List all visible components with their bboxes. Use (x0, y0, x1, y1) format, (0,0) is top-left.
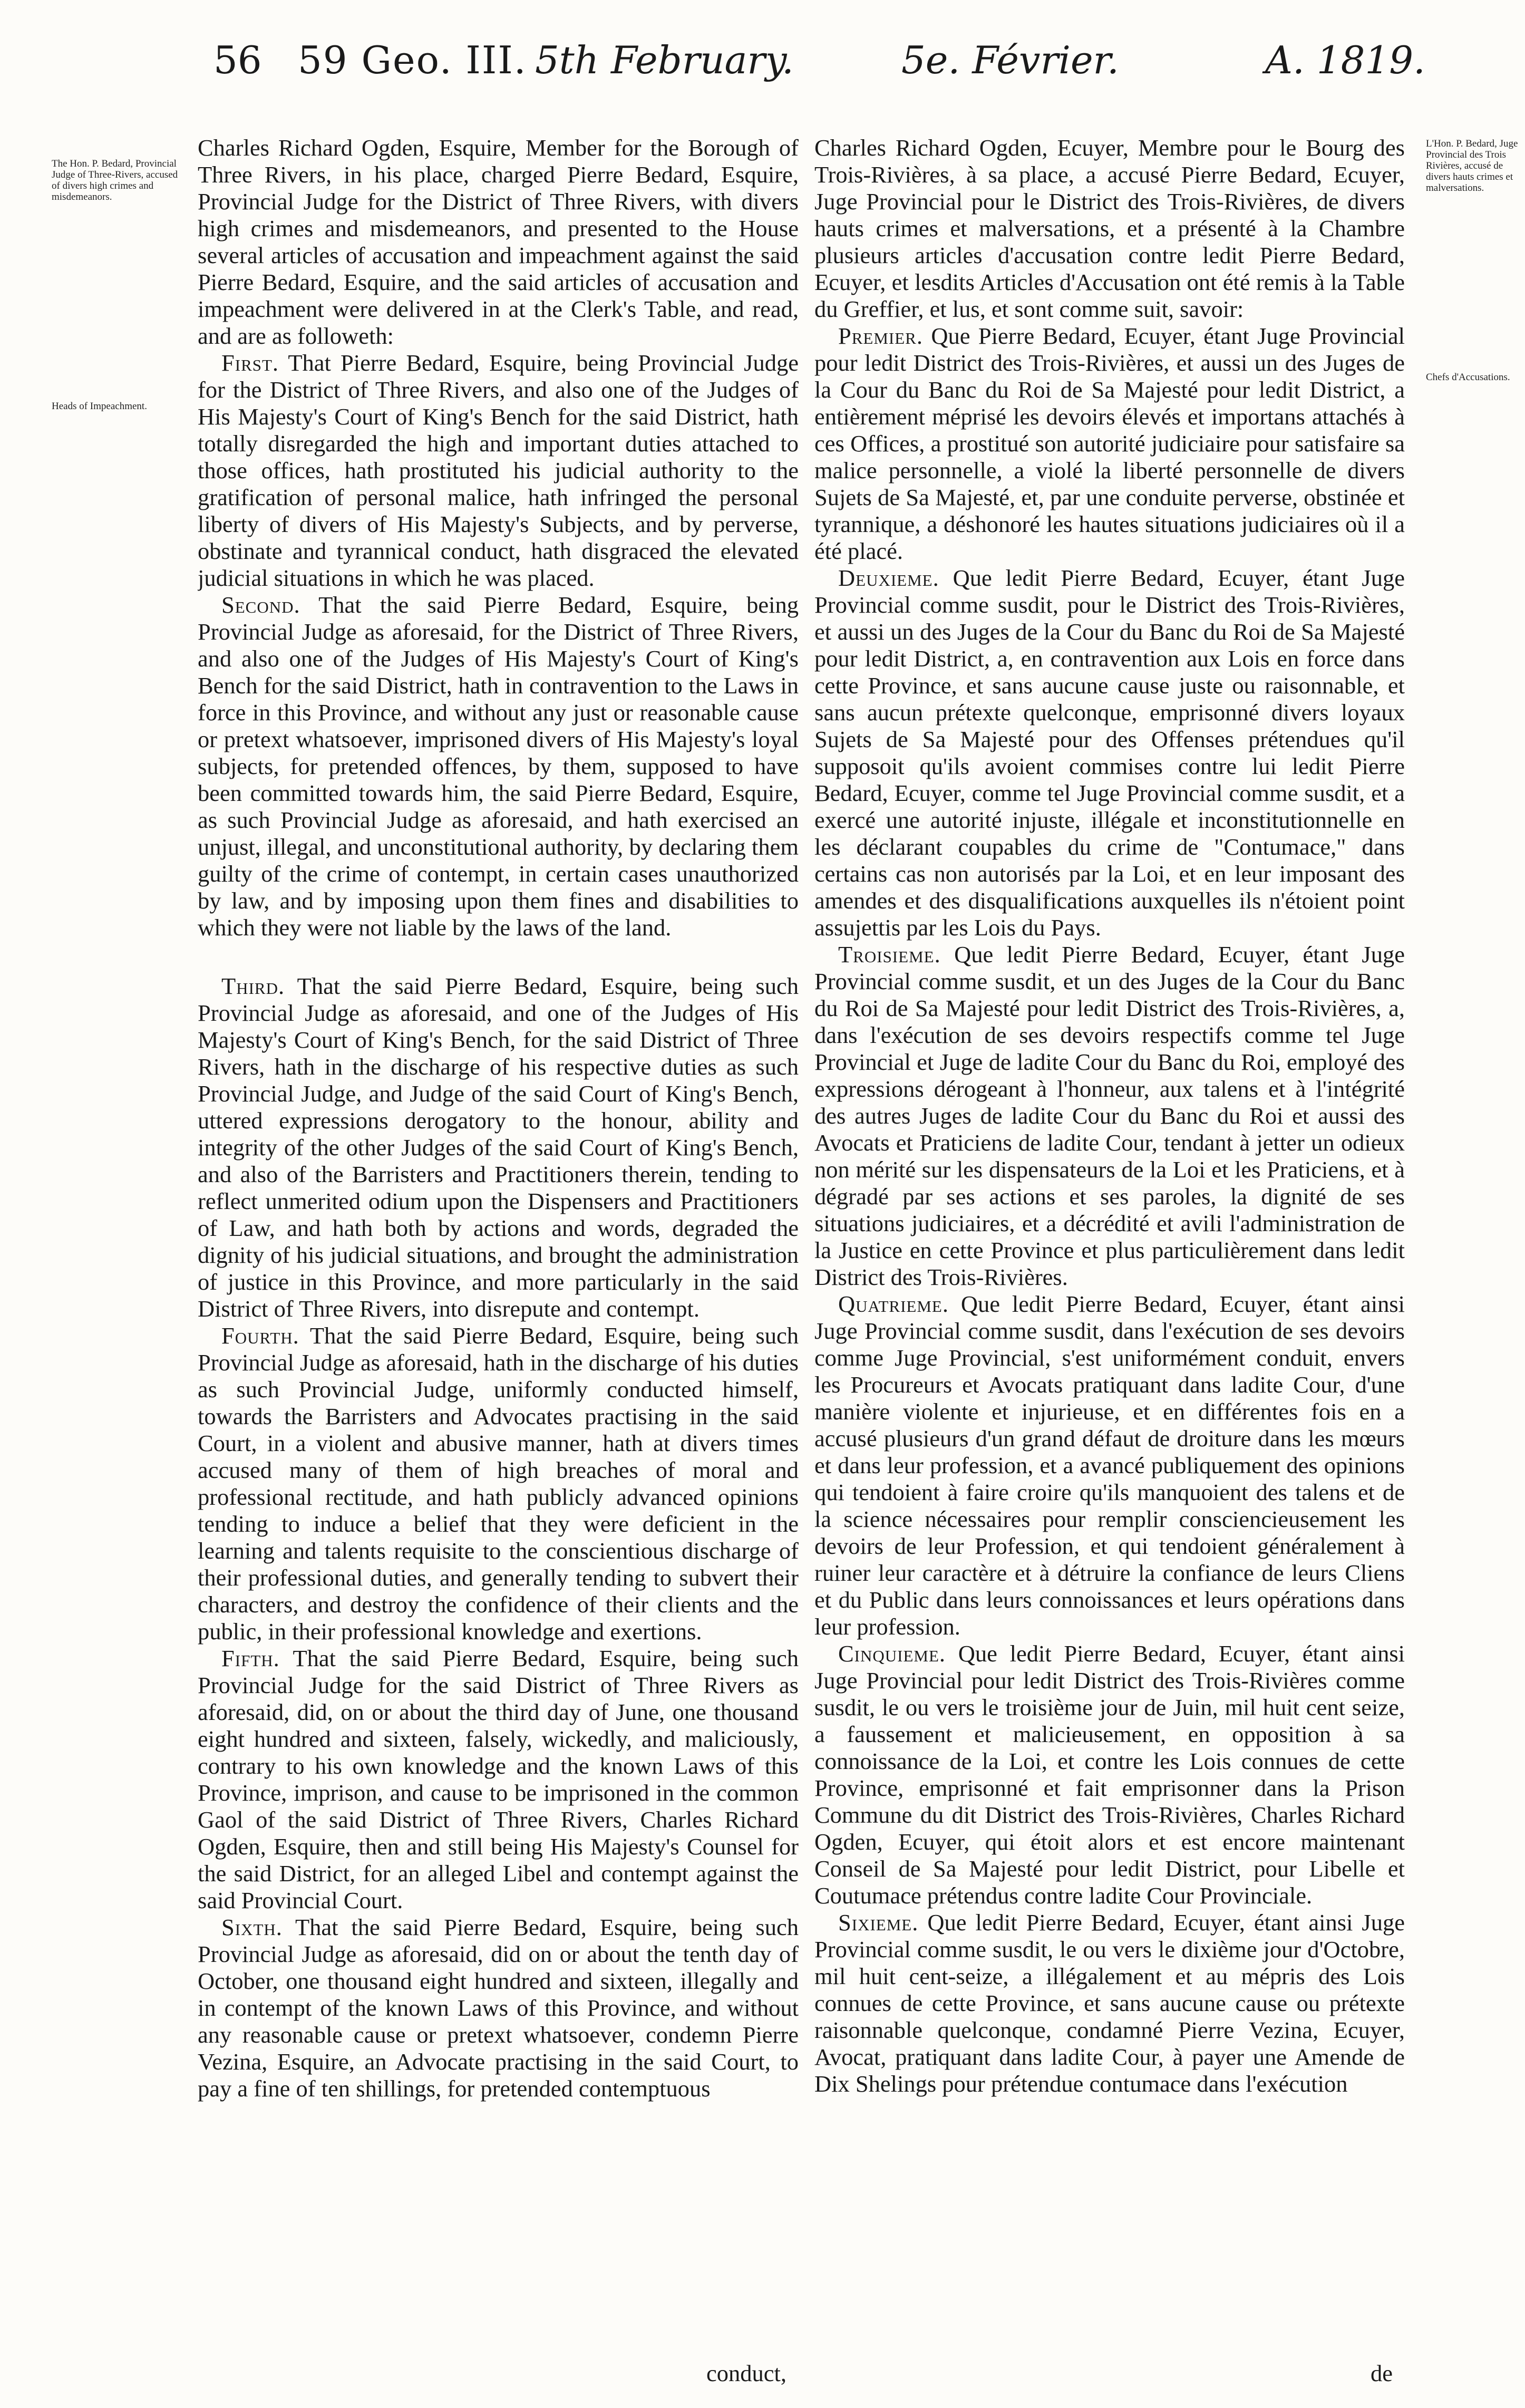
page-number: 56 (213, 38, 262, 82)
reign-heading: 59 Geo. III. (298, 38, 527, 82)
english-intro: Charles Richard Ogden, Esquire, Member for the Borough of Three Rivers, in his place, charged Pierre Bedard, Esquire, Provincial Judge for the District of Three Rivers, with divers high crimes and misdemeanors, and presented to the House several articles of accusation and impeachment against the said Pierre Bedard, Esquire, and the said articles of accusation and impeachment were delivered in at the Clerk's Table, and read, and are as followeth: (198, 134, 799, 349)
french-column (814, 134, 1405, 2375)
french-article-cinquieme: Cinquieme. Que ledit Pierre Bedard, Ecuyer, étant ainsi Juge Provincial pour ledit District des Trois-Rivières comme susdit, le ou vers le troisième jour de Juin, mil huit cent seize, a faussement et malicieusement, en opposition à sa connoissance de la Loi, et contre les Lois connues de cette Province, emprisonné et fait emprisonner dans la Prison Commune du dit District des Trois-Rivières, Charles Richard Ogden, Ecuyer, qui étoit alors et est encore maintenant Conseil de Sa Majesté pour ledit District, pour Libelle et Coutumace prétendus contre ladite Cour Provinciale. (814, 1640, 1405, 1909)
year-heading: A. 1819. (1265, 38, 1425, 82)
french-article-quatrieme: Quatrieme. Que ledit Pierre Bedard, Ecuyer, étant ainsi Juge Provincial comme susdit, dans l'exécution de ses devoirs comme Juge Provincial, s'est uniformément conduit, envers les Procureurs et Avocats pratiquant dans ladite Cour, d'une manière violente et injurieuse, et en différentes fois en a accusé plusieurs d'un grand défaut de droiture dans les mœurs et dans leur profession, et a avancé publiquement des opinions qui tendoient à faire croire qu'ils manquoient des talens et de la science nécessaires pour remplir consciencieusement les devoirs de leur Profession, et qui tendoient généralement à ruiner leur caractère et à détruire la confiance de leurs Cliens et du Public dans leurs connoissances et leurs opérations dans leur profession. (814, 1291, 1405, 1640)
english-column (198, 134, 799, 2375)
date-english: 5th February. (535, 38, 794, 82)
english-article-second: Second. That the said Pierre Bedard, Esquire, being Provincial Judge as aforesaid, for the District of Three Rivers, and also one of the Judges of His Majesty's Court of King's Bench for the said District, hath in contravention to the Laws in force in this Province, and without any just or reasonable cause or pretext whatsoever, imprisoned divers of His Majesty's loyal subjects, for pretended offences, by them, supposed to have been committed towards him, the said Pierre Bedard, Esquire, as such Provincial Judge as aforesaid, and hath exercised an unjust, illegal, and unconstitutional authority, by declaring them guilty of the crime of contempt, in certain cases unauthorized by law, and by imposing upon them fines and disabilities to which they were not liable by the laws of the land. (198, 592, 799, 941)
english-article-sixth: Sixth. That the said Pierre Bedard, Esquire, being such Provincial Judge as aforesaid, did on or about the tenth day of October, one thousand eight hundred and sixteen, illegally and in contempt of the known Laws of this Province, and without any reasonable cause or pretext whatsoever, condemn Pierre Vezina, Esquire, an Advocate practising in the said Court, to pay a fine of ten shillings, for pretended contemptuous (198, 1914, 799, 2102)
french-article-premier: Premier. Que Pierre Bedard, Ecuyer, étant Juge Provincial pour ledit District des Trois-Rivières, et aussi un des Juges de la Cour du Banc du Roi de Sa Majesté pour ledit District, a entièrement méprisé les devoirs élevés et importans attachés à ces Offices, a prostitué son autorité judiciaire pour satisfaire sa malice personnelle, a violé la liberté personnelle de divers Sujets de Sa Majesté, et, par une conduite perverse, obstinée et tyrannique, a déshonoré les hautes situations judiciaires où il a été placé. (814, 323, 1405, 564)
date-french: 5e. Février. (901, 38, 1119, 82)
french-catchword: de (1371, 2360, 1393, 2386)
margin-note-chefs: Chefs d'Accusations. (1426, 372, 1510, 383)
english-article-first: First. That Pierre Bedard, Esquire, being Provincial Judge for the District of Three Rivers, and also one of the Judges of His Majesty's Court of King's Bench for the said District, hath totally disregarded the high and important duties attached to those offices, hath prostituted his judicial authority to the gratification of personal malice, hath infringed the personal liberty of divers of His Majesty's Subjects, and by perverse, obstinate and tyrannical conduct, hath disgraced the elevated judicial situations in which he was placed. (198, 350, 799, 591)
english-article-fourth: Fourth. That the said Pierre Bedard, Esquire, being such Provincial Judge as aforesaid, hath in the discharge of his duties as such Provincial Judge, uniformly conducted himself, towards the Barristers and Advocates practising in the said Court, in a violent and abusive manner, hath at divers times accused many of them of high breaches of moral and professional rectitude, and hath publicly advanced opinions tending to induce a belief that they were deficient in the learning and talents requisite to the conscientious discharge of their professional duties, and generally tending to subvert their characters, and destroy the confidence of their clients and the public, in their professional knowledge and exertions. (198, 1322, 799, 1645)
margin-note-accuse: L'Hon. P. Bedard, Juge Provincial des Trois Rivières, accusé de divers hauts crimes et malversations. (1426, 138, 1518, 194)
french-article-deuxieme: Deuxieme. Que ledit Pierre Bedard, Ecuyer, étant Juge Provincial comme susdit, pour le District des Trois-Rivières, et aussi un des Juges de la Cour du Banc du Roi de Sa Majesté pour ledit District, a, en contravention aux Lois en force dans cette Province, et sans aucune cause juste ou raisonnable, et sans aucun prétexte quelconque, emprisonné divers loyaux Sujets de Sa Majesté pour des Offenses prétendues qu'il supposoit qu'ils avoient commises contre lui ledit Pierre Bedard, Ecuyer, comme tel Juge Provincial comme susdit, et a exercé une autorité injuste, illégale et inconstitutionnelle en les déclarant coupables du crime de "Contumace," dans certains cas non autorisés par la Loi, et en leur imposant des amendes et des disqualifications auxquelles ils n'étoient point assujettis par les Lois du Pays. (814, 565, 1405, 941)
english-article-third: Third. That the said Pierre Bedard, Esquire, being such Provincial Judge as aforesaid, and one of the Judges of His Majesty's Court of King's Bench, for the said District of Three Rivers, hath in the discharge of his respective duties as such Provincial Judge, and Judge of the said Court of King's Bench, uttered expressions derogatory to the honour, ability and integrity of the other Judges of the said Court of King's Bench, and also of the Barristers and Practitioners therein, tending to reflect unmerited odium upon the Dispensers and Practitioners of Law, and hath both by actions and words, degraded the dignity of his judicial situations, and brought the administration of justice in this Province, and more particularly in the said District of Three Rivers, into disrepute and contempt. (198, 973, 799, 1322)
french-article-sixieme: Sixieme. Que ledit Pierre Bedard, Ecuyer, étant ainsi Juge Provincial comme susdit, le ou vers le dixième jour d'Octobre, mil huit cent-seize, a illégalement et au mépris des Lois connues de cette Province, et sans aucune cause ou prétexte raisonnable quelconque, condamné Pierre Vezina, Ecuyer, Avocat, pratiquant dans ladite Cour, à payer une Amende de Dix Shelings pour prétendue contumace dans l'exécution (814, 1909, 1405, 2097)
margin-note-heads: Heads of Impeachment. (52, 401, 147, 412)
margin-note-accused: The Hon. P. Bedard, Provincial Judge of Three-Rivers, accused of divers high crimes and misdemeanors. (52, 158, 178, 202)
english-article-fifth: Fifth. That the said Pierre Bedard, Esquire, being such Provincial Judge for the said District of Three Rivers as aforesaid, did, on or about the third day of June, one thousand eight hundred and sixteen, falsely, wickedly, and maliciously, contrary to his own knowledge and the known Laws of this Province, imprison, and cause to be imprisoned in the common Gaol of the said District of Three Rivers, Charles Richard Ogden, Esquire, then and still being His Majesty's Counsel for the said District, for an alleged Libel and contempt against the said Provincial Court. (198, 1645, 799, 1913)
french-intro: Charles Richard Ogden, Ecuyer, Membre pour le Bourg des Trois-Rivières, à sa place, a accusé Pierre Bedard, Ecuyer, Juge Provincial pour le District des Trois-Rivières, de divers hauts crimes et malversations, et a présenté à la Chambre plusieurs articles d'accusation contre ledit Pierre Bedard, Ecuyer, et lesdits Articles d'Accusation ont été remis à la Table du Greffier, et lus, et sont comme suit, savoir: (814, 134, 1405, 322)
english-catchword: conduct, (706, 2360, 786, 2386)
french-article-troisieme: Troisieme. Que ledit Pierre Bedard, Ecuyer, étant Juge Provincial comme susdit, et un des Juges de la Cour du Banc du Roi de Sa Majesté pour ledit District des Trois-Rivières, a, dans l'exécution de ses devoirs respectifs comme tel Juge Provincial et Juge de ladite Cour du Banc du Roi, employé des expressions dérogeant à l'honneur, aux talens et à l'intégrité des autres Juges de ladite Cour du Banc du Roi et aussi des Avocats et Praticiens de ladite Cour, tendant à jetter un odieux non mérité sur les dispensateurs de la Loi et les Praticiens, et à dégradé par ses actions et ses paroles, la dignité de ses situations judiciaires, et a décrédité et avili l'administration de la Justice en cette Province et plus particulièrement dans ledit District des Trois-Rivières. (814, 941, 1405, 1290)
